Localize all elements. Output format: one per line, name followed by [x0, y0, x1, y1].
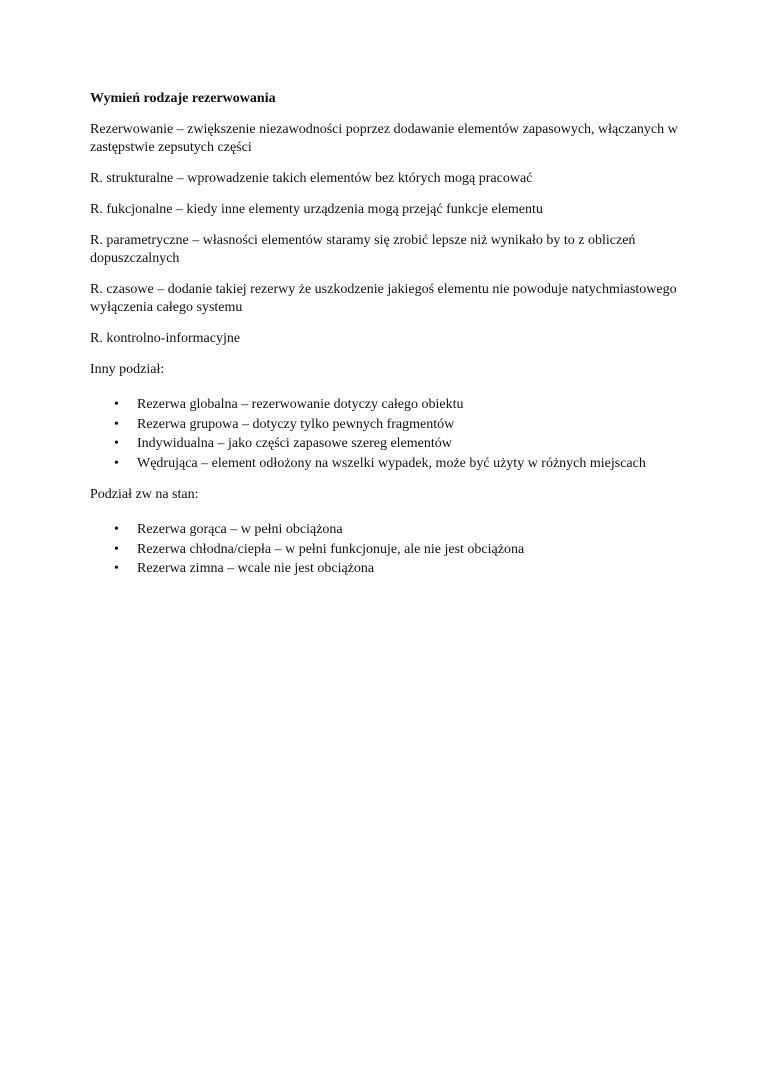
section1-heading: Inny podział: — [90, 362, 165, 377]
section2-list — [90, 520, 680, 579]
list-item-text: Rezerwa globalna – rezerwowanie dotyczy całego obiektu — [137, 397, 464, 412]
section2-heading: Podział zw na stan: — [90, 487, 199, 502]
list-item-text: Rezerwa zimna – wcale nie jest obciążona — [137, 561, 375, 576]
bullet-icon: • — [114, 416, 119, 432]
list-item — [90, 454, 680, 474]
list-item-text: Rezerwa gorąca – w pełni obciążona — [137, 522, 343, 537]
paragraph-structural: R. strukturalne – wprowadzenie takich elementów bez których mogą pracować — [90, 171, 533, 186]
list-item-text: Rezerwa chłodna/ciepła – w pełni funkcjonuje, ale nie jest obciążona — [137, 541, 525, 557]
bullet-icon: • — [114, 541, 119, 557]
list-item — [90, 540, 680, 560]
list-item — [90, 415, 680, 435]
list-item — [90, 395, 680, 415]
list-item — [90, 434, 680, 454]
bullet-icon: • — [114, 522, 119, 537]
bullet-icon: • — [114, 436, 119, 451]
document-page — [90, 90, 680, 592]
bullet-icon: • — [114, 397, 119, 412]
paragraph-definition: Rezerwowanie – zwiększenie niezawodności poprzez dodawanie elementów zapasowych, włączanych w zastępstwie zepsutych części — [90, 122, 678, 155]
list-item — [90, 520, 680, 540]
list-item-text: Rezerwa grupowa – dotyczy tylko pewnych fragmentów — [137, 416, 455, 432]
section1-list — [90, 395, 680, 473]
paragraph-functional: R. fukcjonalne – kiedy inne elementy urządzenia mogą przejąć funkcje elementu — [90, 202, 543, 217]
list-item-text: Indywidualna – jako części zapasowe szereg elementów — [137, 436, 452, 451]
bullet-icon: • — [114, 455, 119, 471]
document-title: Wymień rodzaje rezerwowania — [90, 91, 276, 106]
bullet-icon: • — [114, 561, 119, 576]
paragraph-temporal: R. czasowe – dodanie takiej rezerwy że uszkodzenie jakiegoś elementu nie powoduje natychmiastowego wyłączenia całego systemu — [90, 282, 677, 315]
paragraph-parametric: R. parametryczne – własności elementów staramy się zrobić lepsze niż wynikało by to z obliczeń dopuszczalnych — [90, 233, 636, 266]
paragraph-control-informational: R. kontrolno-informacyjne — [90, 331, 241, 346]
list-item — [90, 559, 680, 579]
list-item-text: Wędrująca – element odłożony na wszelki wypadek, może być użyty w różnych miejscach — [137, 455, 646, 471]
